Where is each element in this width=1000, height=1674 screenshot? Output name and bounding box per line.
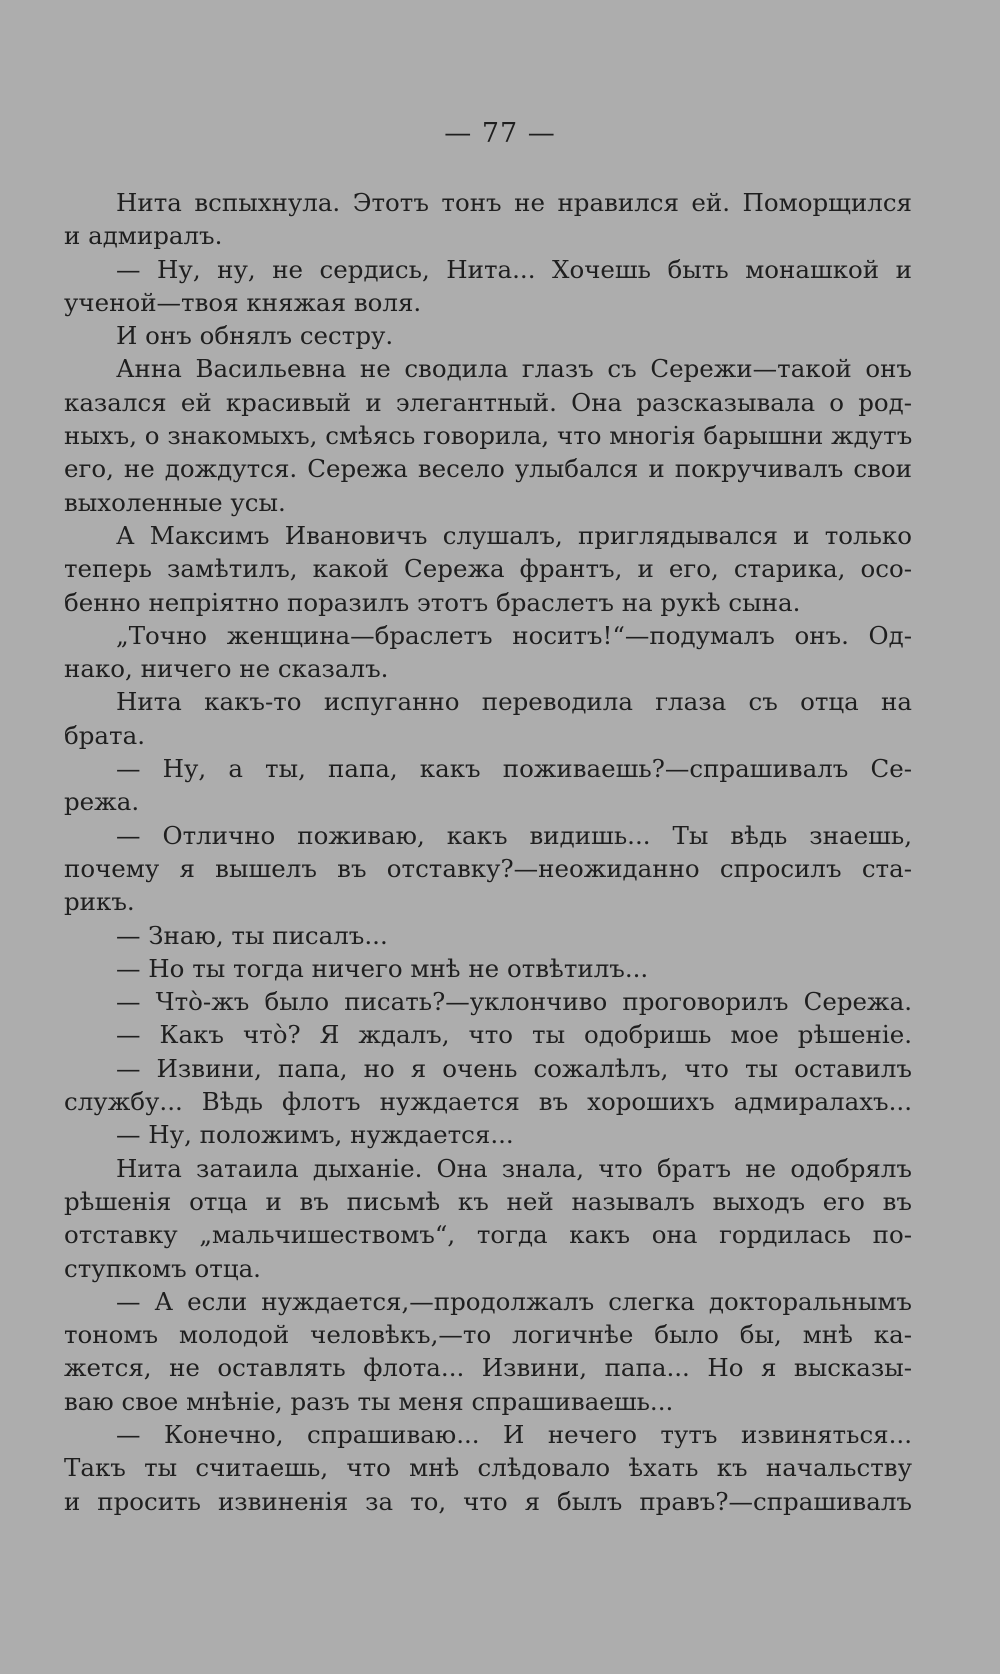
text-line: — Конечно, спрашиваю... И нечего тутъ извиняться...	[116, 1419, 912, 1449]
text-line: брата.	[64, 720, 145, 750]
text-line: — Но ты тогда ничего мнѣ не отвѣтилъ...	[116, 953, 649, 983]
text-line: и просить извиненія за то, что я былъ правъ?—спрашивалъ	[64, 1486, 912, 1516]
text-line: теперь замѣтилъ, какой Сережа франтъ, и его, старика, осо-	[64, 554, 912, 584]
text-line: Анна Васильевна не сводила глазъ съ Сережи—такой онъ	[116, 354, 912, 384]
text-line: А Максимъ Ивановичъ слушалъ, приглядывался и только	[116, 520, 912, 550]
text-line: нако, ничего не сказалъ.	[64, 654, 389, 684]
text-line: выхоленные усы.	[64, 487, 286, 517]
text-line: жется, не оставлять флота... Извини, папа... Но я высказы-	[64, 1353, 912, 1383]
text-line: — Ну, а ты, папа, какъ поживаешь?—спрашивалъ Се-	[116, 754, 912, 784]
text-line: Нита вспыхнула. Этотъ тонъ не нравился ей. Поморщился	[116, 188, 912, 217]
text-line: отставку „мальчишествомъ“, тогда какъ она гордилась по-	[64, 1220, 912, 1250]
text-line: — Знаю, ты писалъ...	[116, 920, 388, 950]
text-line: — Отлично поживаю, какъ видишь... Ты вѣдь знаешь,	[116, 820, 912, 850]
text-line: ныхъ, о знакомыхъ, смѣясь говорила, что многія барышни ждутъ	[64, 421, 912, 451]
text-line: Такъ ты считаешь, что мнѣ слѣдовало ѣхать къ начальству	[64, 1453, 912, 1483]
text-line: и адмиралъ.	[64, 221, 223, 251]
text-line: казался ей красивый и элегантный. Она разсказывала о род-	[64, 387, 912, 417]
text-line: режа.	[64, 787, 140, 817]
text-line: — Ну, ну, не сердись, Нита... Хочешь быть монашкой и	[116, 254, 912, 284]
text-line: ваю свое мнѣніе, разъ ты меня спрашиваешь...	[64, 1386, 674, 1416]
text-line: бенно непріятно поразилъ этотъ браслетъ на рукѣ сына.	[64, 587, 801, 617]
text-line: тономъ молодой человѣкъ,—то логичнѣе было бы, мнѣ ка-	[64, 1320, 912, 1350]
text-line: — А если нуждается,—продолжалъ слегка докторальнымъ	[116, 1286, 912, 1316]
text-line: службу... Вѣдь флотъ нуждается въ хорошихъ адмиралахъ...	[64, 1087, 912, 1117]
text-line: почему я вышелъ въ отставку?—неожиданно спросилъ ста-	[64, 853, 912, 883]
text-line: — Ну, положимъ, нуждается...	[116, 1120, 514, 1150]
text-line: „Точно женщина—браслетъ носитъ!“—подумалъ онъ. Од-	[116, 620, 912, 650]
page-number: — 77 —	[444, 118, 556, 149]
text-line: ступкомъ отца.	[64, 1253, 261, 1283]
text-line: — Чтò-жъ было писать?—уклончиво проговорилъ Сережа.	[116, 987, 912, 1017]
text-line: Нита затаила дыханіе. Она знала, что братъ не одобрялъ	[116, 1153, 912, 1183]
text-line: И онъ обнялъ сестру.	[116, 321, 394, 351]
text-line: — Извини, папа, но я очень сожалѣлъ, что ты оставилъ	[116, 1053, 912, 1083]
text-line: — Какъ чтò? Я ждалъ, что ты одобришь мое рѣшеніе.	[116, 1020, 912, 1050]
text-line: ученой—твоя княжая воля.	[64, 287, 422, 317]
text-line: его, не дождутся. Сережа весело улыбался и покручивалъ свои	[64, 454, 912, 484]
text-line: Нита какъ-то испуганно переводила глаза съ отца на	[116, 687, 912, 717]
text-line: рикъ.	[64, 887, 135, 917]
body-text	[64, 186, 912, 1518]
text-line: рѣшенія отца и въ письмѣ къ ней называлъ выходъ его въ	[64, 1186, 912, 1216]
